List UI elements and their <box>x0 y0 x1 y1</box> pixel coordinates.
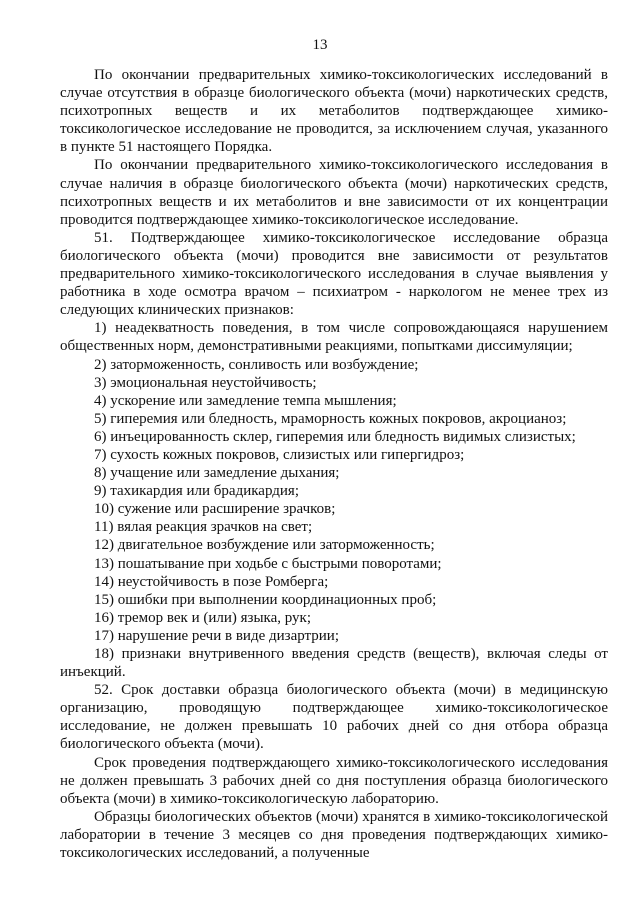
paragraph-sample-storage: Образцы биологических объектов (мочи) хранятся в химико-токсикологической лаборатории в течение 3 месяцев со дня проведения подтверждающих химико-токсикологических исследований, а полученные <box>60 808 608 862</box>
sign-item: 15) ошибки при выполнении координационных проб; <box>94 591 437 608</box>
sign-item: 13) пошатывание при ходьбе с быстрыми поворотами; <box>94 555 442 572</box>
sign-item: 1) неадекватность поведения, в том числе сопровождающаяся нарушением общественных норм, демонстративными реакциями, попытками диссимуляции; <box>60 320 608 355</box>
sign-item: 18) признаки внутривенного введения средств (веществ), включая следы от инъекций. <box>60 646 608 681</box>
document-body <box>60 66 608 862</box>
sign-item: 8) учащение или замедление дыхания; <box>94 465 340 482</box>
sign-item: 2) заторможенность, сонливость или возбуждение; <box>94 356 419 373</box>
sign-item: 14) неустойчивость в позе Ромберга; <box>94 573 329 590</box>
sign-item: 12) двигательное возбуждение или заторможенность; <box>94 537 435 554</box>
paragraph-item-52: 52. Срок доставки образца биологического объекта (мочи) в медицинскую организацию, проводящую подтверждающее химико-токсикологическое исследование, не должен превышать 10 рабочих дней со дня отбора образца биологического объекта (мочи). <box>60 682 608 753</box>
sign-item: 4) ускорение или замедление темпа мышления; <box>94 392 397 409</box>
sign-item: 16) тремор век и (или) языка, рук; <box>94 609 312 626</box>
sign-item: 10) сужение или расширение зрачков; <box>94 501 336 518</box>
paragraph-no-substances: По окончании предварительных химико-токсикологических исследований в случае отсутствия в образце биологического объекта (мочи) наркотических средств, психотропных веществ и их метаболитов подтверждающее химико-токсикологическое исследование не проводится, за исключением случая, указанного в пункте 51 настоящего Порядка. <box>60 67 608 156</box>
page-number: 13 <box>312 37 328 53</box>
sign-item: 6) инъецированность склер, гиперемия или бледность видимых слизистых; <box>94 428 576 445</box>
paragraph-substances-found: По окончании предварительного химико-токсикологического исследования в случае наличия в образце биологического объекта (мочи) наркотических средств, психотропных веществ и их метаболитов и вне зависимости от их концентрации проводится подтверждающее химико-токсикологическое исследование. <box>60 157 608 228</box>
sign-item: 5) гиперемия или бледность, мраморность кожных покровов, акроцианоз; <box>94 410 567 427</box>
paragraph-item-51: 51. Подтверждающее химико-токсикологическое исследование образца биологического объекта (мочи) проводится вне зависимости от результатов предварительного химико-токсикологического исследования в случае выявления у работника в ходе осмотра врачом – психиатром - наркологом не менее трех из следующих клинических признаков: <box>60 229 608 319</box>
sign-item: 17) нарушение речи в виде дизартрии; <box>94 627 339 644</box>
sign-item: 11) вялая реакция зрачков на свет; <box>94 519 313 536</box>
paragraph-research-term: Срок проведения подтверждающего химико-токсикологического исследования не должен превышать 3 рабочих дней со дня поступления образца биологического объекта (мочи) в химико-токсикологическую лабораторию. <box>60 754 608 807</box>
sign-item: 3) эмоциональная неустойчивость; <box>94 374 317 391</box>
sign-item: 7) сухость кожных покровов, слизистых или гипергидроз; <box>94 446 465 463</box>
sign-item: 9) тахикардия или брадикардия; <box>94 483 299 500</box>
